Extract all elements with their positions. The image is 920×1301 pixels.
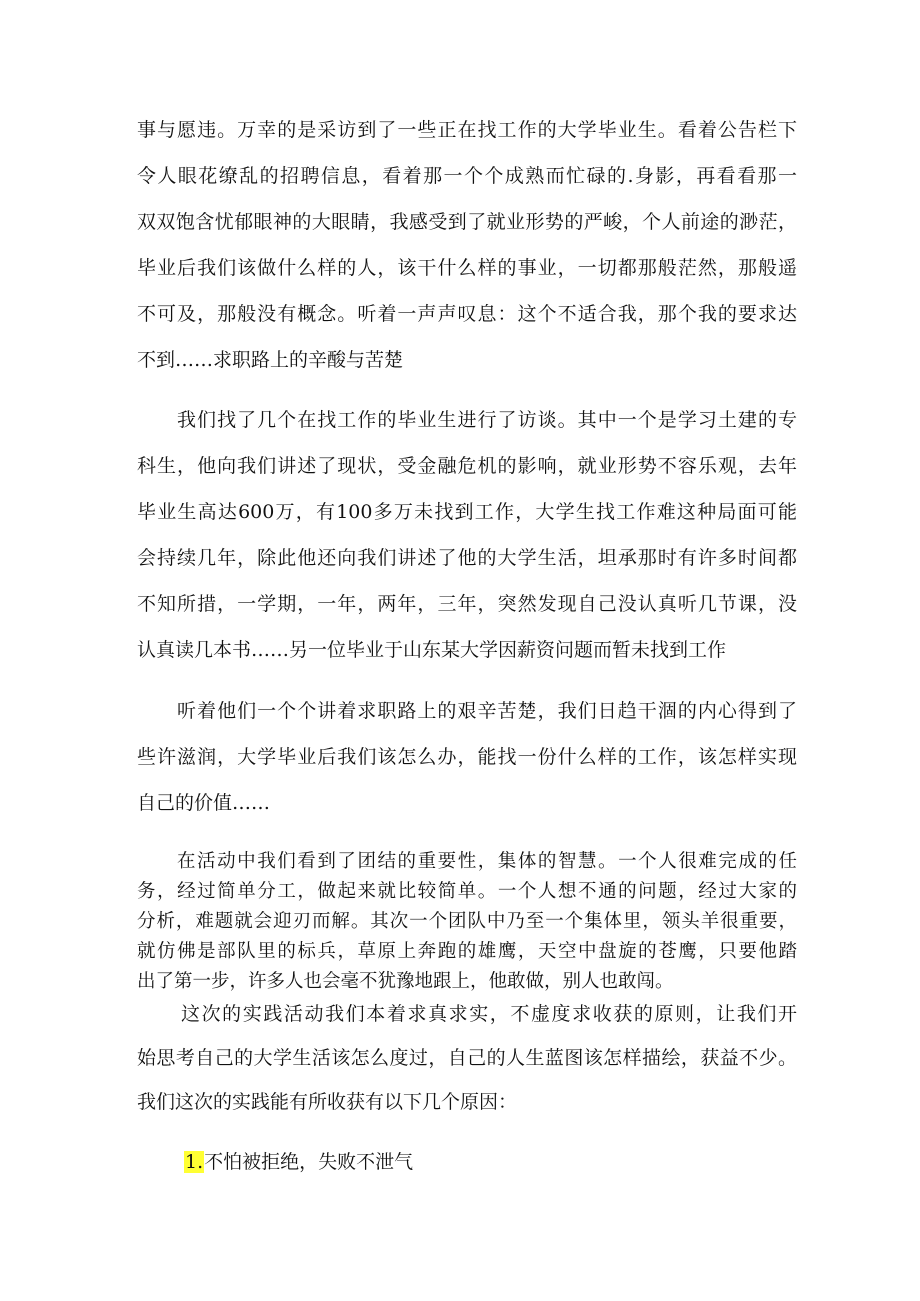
paragraph-line: 科生，他向我们讲述了现状，受金融危机的影响，就业形势不容乐观，去年 <box>137 455 797 477</box>
paragraph-line: 分析，难题就会迎刃而解。其次一个团队中乃至一个集体里，领头羊很重要， <box>137 911 797 932</box>
paragraph-4 <box>137 847 797 997</box>
paragraph-1 <box>137 107 797 383</box>
paragraph-line: 务，经过简单分工，做起来就比较简单。一个人想不通的问题，经过大家的 <box>137 881 797 902</box>
list-item-text: 不怕被拒绝，失败不泄气 <box>204 1151 414 1173</box>
paragraph-line: 这次的实践活动我们本着求真求实，不虚度求收获的原则，让我们开 <box>181 1003 797 1025</box>
paragraph-3 <box>137 688 797 826</box>
paragraph-line: 认真读几本书……另一位毕业于山东某大学因薪资问题而暂未找到工作 <box>137 639 727 661</box>
paragraph-line: 就仿佛是部队里的标兵，草原上奔跑的雄鹰，天空中盘旋的苍鹰，只要他踏 <box>137 941 797 962</box>
paragraph-line: 令人眼花缭乱的招聘信息，看着那一个个成熟而忙碌的.身影，再看看那一 <box>137 165 797 187</box>
paragraph-line: 不到……求职路上的辛酸与苦楚 <box>137 349 404 371</box>
paragraph-line: 双双饱含忧郁眼神的大眼睛，我感受到了就业形势的严峻，个人前途的渺茫， <box>137 211 797 233</box>
paragraph-line: 不可及，那般没有概念。听着一声声叹息：这个不适合我，那个我的要求达 <box>137 303 797 325</box>
paragraph-line: 些许滋润，大学毕业后我们该怎么办，能找一份什么样的工作，该怎样实现 <box>137 746 797 768</box>
paragraph-line: 出了第一步，许多人也会毫不犹豫地跟上，他敢做，别人也敢闯。 <box>137 971 674 992</box>
list-item <box>184 1142 413 1182</box>
paragraph-line: 毕业生高达600万，有100多万未找到工作，大学生找工作难这种局面可能 <box>137 501 797 523</box>
paragraph-line: 听着他们一个个讲着求职路上的艰辛苦楚，我们日趋干涸的内心得到了 <box>177 700 797 722</box>
paragraph-line: 始思考自己的大学生活该怎么度过，自己的人生蓝图该怎样描绘，获益不少。 <box>137 1047 797 1069</box>
paragraph-line: 我们这次的实践能有所收获有以下几个原因： <box>137 1091 518 1113</box>
paragraph-line: 会持续几年，除此他还向我们讲述了他的大学生活，坦承那时有许多时间都 <box>137 547 797 569</box>
list-number-highlight: 1. <box>185 1151 204 1173</box>
paragraph-line: 毕业后我们该做什么样的人，该干什么样的事业，一切都那般茫然，那般遥 <box>137 257 797 279</box>
paragraph-line: 不知所措，一学期，一年，两年，三年，突然发现自己没认真听几节课，没 <box>137 593 797 615</box>
paragraph-line: 在活动中我们看到了团结的重要性，集体的智慧。一个人很难完成的任 <box>177 851 797 872</box>
paragraph-line: 自己的价值…… <box>137 792 271 814</box>
paragraph-line: 我们找了几个在找工作的毕业生进行了访谈。其中一个是学习土建的专 <box>177 409 797 431</box>
paragraph-line: 事与愿违。万幸的是采访到了一些正在找工作的大学毕业生。看着公告栏下 <box>137 119 797 141</box>
paragraph-5 <box>137 992 797 1124</box>
paragraph-2 <box>137 397 797 673</box>
